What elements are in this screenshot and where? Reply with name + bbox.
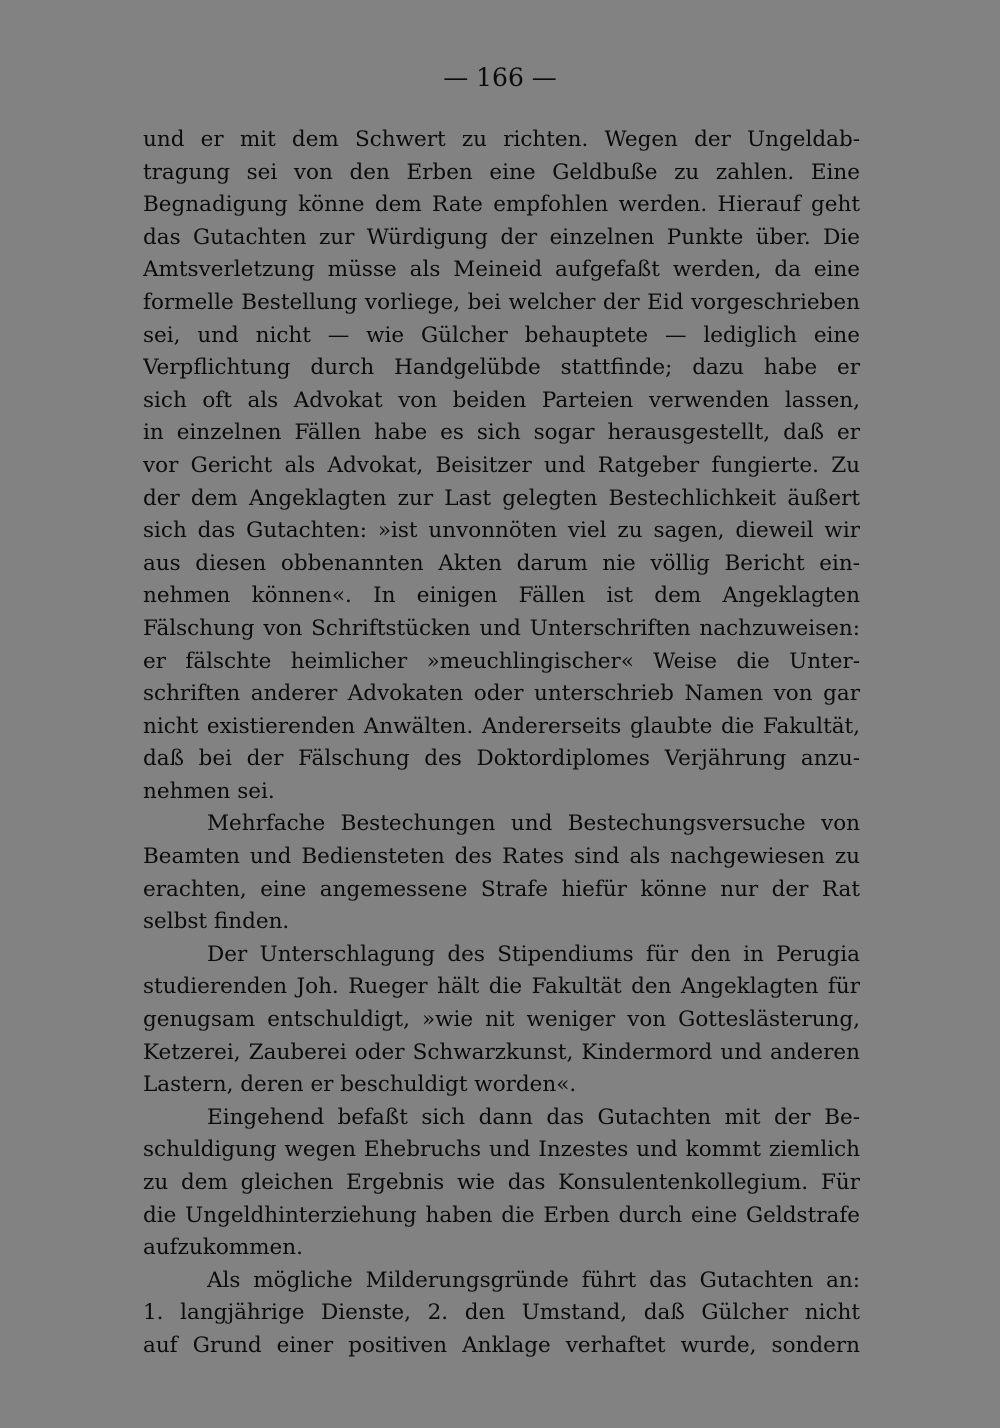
text-line: Ketzerei, Zauberei oder Schwarzkunst, Kindermord und anderen <box>143 1039 860 1065</box>
page-number: — 166 — <box>443 63 557 92</box>
text-line: nehmen sei. <box>143 778 275 804</box>
text-line: zu dem gleichen Ergebnis wie das Konsulentenkollegium. Für <box>143 1170 860 1195</box>
text-line: Eingehend befaßt sich dann das Gutachten mit der Be- <box>207 1104 860 1130</box>
text-line: sich oft als Advokat von beiden Parteien verwenden lassen, <box>143 387 860 413</box>
text-line: studierenden Joh. Rueger hält die Fakultät den Angeklagten für <box>143 974 860 1000</box>
text-line: tragung sei von den Erben eine Geldbuße zu zahlen. Eine <box>143 159 860 185</box>
text-line: erachten, eine angemessene Strafe hiefür könne nur der Rat <box>143 876 860 902</box>
text-line: die Ungeldhinterziehung haben die Erben durch eine Geldstrafe <box>143 1202 860 1228</box>
text-line: das Gutachten zur Würdigung der einzelnen Punkte über. Die <box>143 224 860 250</box>
text-line: 1. langjährige Dienste, 2. den Umstand, daß Gülcher nicht <box>143 1300 860 1326</box>
text-line: sich das Gutachten: »ist unvonnöten viel zu sagen, dieweil wir <box>143 518 860 544</box>
text-line: sei, und nicht — wie Gülcher behauptete — lediglich eine <box>143 322 860 348</box>
text-line: aus diesen obbenannten Akten darum nie völlig Bericht ein- <box>143 550 860 576</box>
text-line: nehmen können«. In einigen Fällen ist dem Angeklagten <box>143 583 860 609</box>
text-line: vor Gericht als Advokat, Beisitzer und Ratgeber fungierte. Zu <box>143 452 860 478</box>
body-text <box>143 124 860 1363</box>
text-line: aufzukommen. <box>143 1235 303 1261</box>
text-line: daß bei der Fälschung des Doktordiplomes Verjährung anzu- <box>143 746 860 772</box>
text-line: und er mit dem Schwert zu richten. Wegen der Ungeldab- <box>143 127 860 152</box>
text-line: Lastern, deren er beschuldigt worden«. <box>143 1072 577 1098</box>
text-line: Mehrfache Bestechungen und Bestechungsversuche von <box>207 811 860 837</box>
text-line: schuldigung wegen Ehebruchs und Inzestes und kommt ziemlich <box>143 1137 860 1163</box>
text-line: Der Unterschlagung des Stipendiums für den in Perugia <box>207 941 860 967</box>
text-line: formelle Bestellung vorliege, bei welcher der Eid vorgeschrieben <box>143 289 860 315</box>
text-line: Fälschung von Schriftstücken und Unterschriften nachzuweisen: <box>143 615 860 641</box>
text-line: genugsam entschuldigt, »wie nit weniger von Gotteslästerung, <box>143 1007 860 1033</box>
text-line: nicht existierenden Anwälten. Andererseits glaubte die Fakultät, <box>143 713 860 739</box>
text-line: Begnadigung könne dem Rate empfohlen werden. Hierauf geht <box>143 192 860 218</box>
text-line: Verpflichtung durch Handgelübde stattfinde; dazu habe er <box>143 355 860 381</box>
text-line: er fälschte heimlicher »meuchlingischer« Weise die Unter- <box>143 648 860 674</box>
text-line: selbst finden. <box>143 909 290 935</box>
text-line: auf Grund einer positiven Anklage verhaftet wurde, sondern <box>143 1332 860 1358</box>
text-line: der dem Angeklagten zur Last gelegten Bestechlichkeit äußert <box>143 485 860 511</box>
text-line: Amtsverletzung müsse als Meineid aufgefaßt werden, da eine <box>143 257 860 283</box>
text-line: Als mögliche Milderungsgründe führt das Gutachten an: <box>207 1267 860 1293</box>
text-line: Beamten und Bediensteten des Rates sind als nachgewiesen zu <box>143 844 860 870</box>
text-line: in einzelnen Fällen habe es sich sogar herausgestellt, daß er <box>143 420 860 446</box>
text-line: schriften anderer Advokaten oder unterschrieb Namen von gar <box>143 681 860 707</box>
